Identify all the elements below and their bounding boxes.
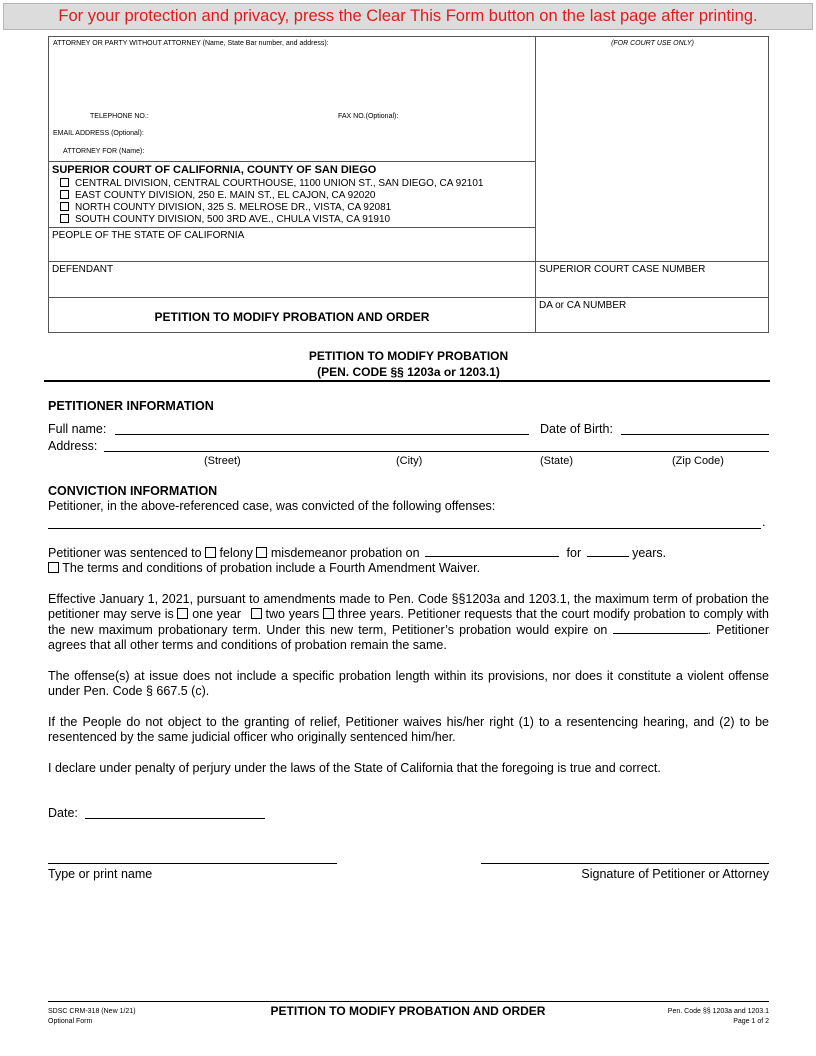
declare-paragraph: I declare under penalty of perjury under the laws of the State of California that the foregoing is true and correct. bbox=[48, 761, 661, 775]
division-list bbox=[60, 178, 483, 226]
one-year-checkbox[interactable] bbox=[177, 608, 188, 619]
attorney-for-label[interactable]: ATTORNEY FOR (Name): bbox=[63, 148, 145, 155]
divider bbox=[48, 261, 769, 262]
dob-field[interactable] bbox=[621, 420, 769, 435]
type-name-label: Type or print name bbox=[48, 867, 153, 881]
people-label: PEOPLE OF THE STATE OF CALIFORNIA bbox=[52, 230, 245, 241]
title-rule bbox=[44, 380, 770, 382]
caption-divider bbox=[535, 36, 536, 333]
da-number-label: DA or CA NUMBER bbox=[539, 300, 627, 311]
misdemeanor-checkbox[interactable] bbox=[256, 547, 267, 558]
division-south[interactable]: SOUTH COUNTY DIVISION, 500 3RD AVE., CHULA VISTA, CA 91910 bbox=[60, 214, 483, 226]
divider bbox=[48, 227, 536, 228]
central-checkbox[interactable] bbox=[60, 178, 69, 187]
zip-caption: (Zip Code) bbox=[672, 455, 724, 467]
conviction-heading: CONVICTION INFORMATION bbox=[48, 484, 218, 498]
felony-checkbox[interactable] bbox=[205, 547, 216, 558]
divider bbox=[48, 161, 536, 162]
south-checkbox[interactable] bbox=[60, 214, 69, 223]
telephone-label[interactable]: TELEPHONE NO.: bbox=[90, 113, 149, 120]
footer-code: Pen. Code §§ 1203a and 1203.1 bbox=[667, 1008, 769, 1015]
street-caption: (Street) bbox=[204, 455, 241, 467]
offenses-period: . bbox=[762, 515, 766, 529]
petition-subtitle: (PEN. CODE §§ 1203a or 1203.1) bbox=[317, 365, 500, 379]
case-number-label: SUPERIOR COURT CASE NUMBER bbox=[539, 264, 706, 275]
probation-years-field[interactable] bbox=[587, 545, 629, 557]
signature-line[interactable] bbox=[481, 863, 769, 864]
court-name: SUPERIOR COURT OF CALIFORNIA, COUNTY OF SAN DIEGO bbox=[52, 164, 377, 176]
north-checkbox[interactable] bbox=[60, 202, 69, 211]
full-name-field[interactable] bbox=[115, 420, 529, 435]
offense-paragraph: The offense(s) at issue does not include a specific probation length within its provisions, nor does it constitute a violent offense under Pen. Code § 667.5 (c). bbox=[48, 669, 769, 698]
fourth-amendment-line: The terms and conditions of probation include a Fourth Amendment Waiver. bbox=[48, 561, 480, 575]
signature-label: Signature of Petitioner or Attorney bbox=[581, 867, 769, 881]
expire-date-field[interactable] bbox=[613, 622, 708, 634]
address-field[interactable] bbox=[104, 437, 769, 452]
division-central[interactable]: CENTRAL DIVISION, CENTRAL COURTHOUSE, 1100 UNION ST., SAN DIEGO, CA 92101 bbox=[60, 178, 483, 190]
date-label: Date: bbox=[48, 806, 78, 820]
division-east[interactable]: EAST COUNTY DIVISION, 250 E. MAIN ST., EL CAJON, CA 92020 bbox=[60, 190, 483, 202]
probation-date-field[interactable] bbox=[425, 545, 559, 557]
three-years-checkbox[interactable] bbox=[323, 608, 334, 619]
state-caption: (State) bbox=[540, 455, 574, 467]
footer-rule bbox=[48, 1001, 769, 1002]
email-label[interactable]: EMAIL ADDRESS (Optional): bbox=[53, 130, 144, 137]
conviction-text: Petitioner, in the above-referenced case, was convicted of the following offenses: bbox=[48, 499, 496, 513]
two-years-checkbox[interactable] bbox=[251, 608, 262, 619]
court-use-label: (FOR COURT USE ONLY) bbox=[611, 40, 694, 47]
effective-paragraph: Effective January 1, 2021, pursuant to amendments made to Pen. Code §§1203a and 1203.1, the maximum term of probation the petitioner may serve is one year two years three years. Petitioner requests that the court modify probation to comply with the new maximum probationary term. Under this new term, Petitioner’s probation would expire on . Petitioner agrees that all other terms and conditions of probation remain the same. bbox=[48, 592, 769, 652]
division-north[interactable]: NORTH COUNTY DIVISION, 325 S. MELROSE DR., VISTA, CA 92081 bbox=[60, 202, 483, 214]
defendant-label: DEFENDANT bbox=[52, 264, 114, 275]
full-name-label: Full name: bbox=[48, 422, 107, 436]
caption-form-title: PETITION TO MODIFY PROBATION AND ORDER bbox=[154, 310, 430, 324]
footer-form-number: SDSC CRM-318 (New 1/21) bbox=[48, 1008, 136, 1015]
east-checkbox[interactable] bbox=[60, 190, 69, 199]
divider bbox=[48, 297, 769, 298]
date-field[interactable] bbox=[85, 804, 265, 819]
dob-label: Date of Birth: bbox=[540, 422, 613, 436]
city-caption: (City) bbox=[396, 455, 423, 467]
sentence-line: Petitioner was sentenced to felony misdemeanor probation on for years. bbox=[48, 546, 667, 560]
footer-title: PETITION TO MODIFY PROBATION AND ORDER bbox=[270, 1004, 546, 1018]
address-label: Address: bbox=[48, 439, 98, 453]
petitioner-heading: PETITIONER INFORMATION bbox=[48, 399, 214, 413]
offenses-field[interactable] bbox=[48, 514, 761, 529]
print-name-line[interactable] bbox=[48, 863, 337, 864]
fourth-amendment-checkbox[interactable] bbox=[48, 562, 59, 573]
clear-form-banner: For your protection and privacy, press the Clear This Form button on the last page after printing. bbox=[3, 3, 813, 30]
petition-title: PETITION TO MODIFY PROBATION bbox=[308, 349, 509, 363]
footer-page: Page 1 of 2 bbox=[733, 1018, 769, 1025]
footer-optional: Optional Form bbox=[48, 1018, 93, 1025]
waive-paragraph: If the People do not object to the granting of relief, Petitioner waives his/her right (1) to a resentencing hearing, and (2) to be resentenced by the same judicial officer who originally sentenced him/her. bbox=[48, 715, 769, 744]
attorney-label: ATTORNEY OR PARTY WITHOUT ATTORNEY (Name, State Bar number, and address): bbox=[53, 40, 329, 47]
fax-label[interactable]: FAX NO.(Optional): bbox=[338, 113, 399, 120]
